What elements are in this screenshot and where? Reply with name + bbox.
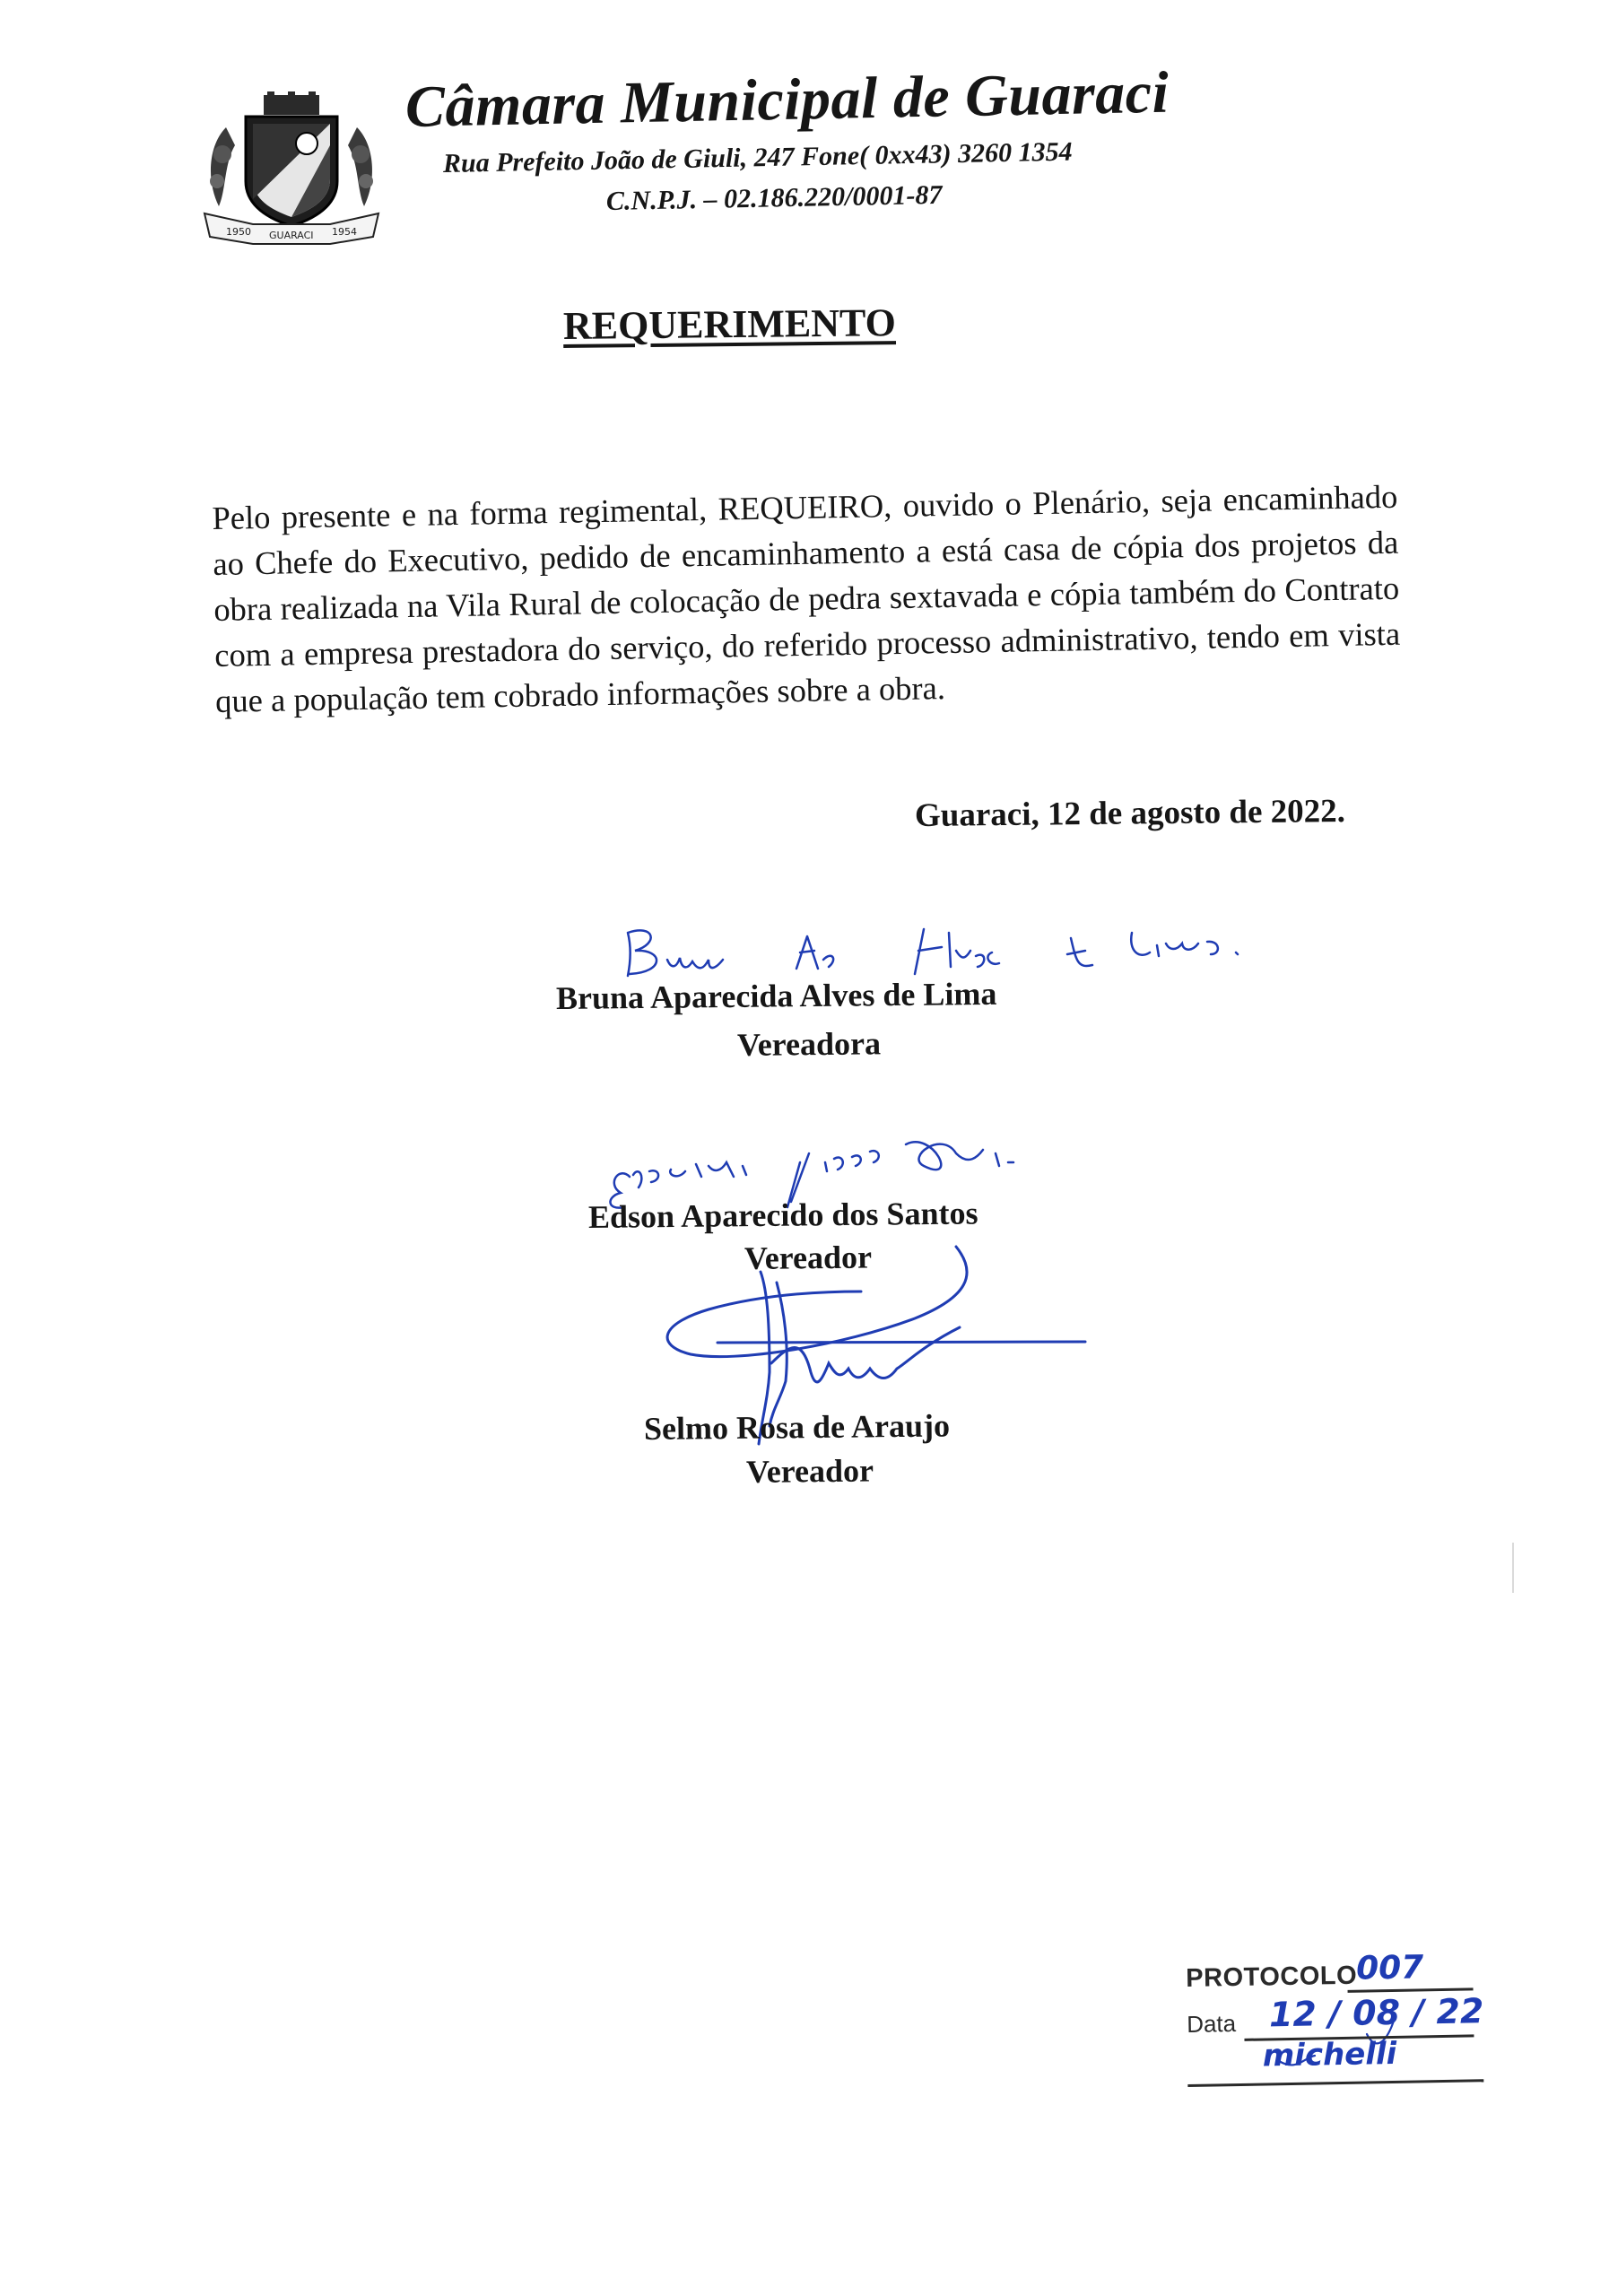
signer-2-role: Vereador <box>744 1239 873 1276</box>
institution-address: Rua Prefeito João de Giuli, 247 Fone( 0xx43) 3260 1354 <box>442 136 1073 178</box>
protocol-number: 007 <box>1355 1949 1424 1987</box>
banner-center-text: GUARACI <box>269 230 314 241</box>
protocol-stamp <box>1186 1949 1484 2074</box>
coat-of-arms-logo <box>199 91 384 248</box>
protocol-label: PROTOCOLO <box>1186 1961 1358 1993</box>
signer-3-name: Selmo Rosa de Araujo <box>643 1407 951 1447</box>
protocol-bottom-line <box>1187 2079 1483 2087</box>
request-body: Pelo presente e na forma regimental, REQUEIRO, ouvido o Plenário, seja encaminhado ao Chefe do Executivo, pedido de encaminhamento a está casa de cópia dos projetos da obra realizada na Vila Rural de colocação de pedra sextavada e cópia também do Contrato com a empresa prestadora do serviço, do referido processo administrativo, tendo em vista que a população tem cobrado informações sobre a obra. <box>212 477 1401 719</box>
signer-1-role: Vereadora <box>736 1025 882 1063</box>
protocol-date-label: Data <box>1186 2010 1237 2038</box>
date-line: Guaraci, 12 de agosto de 2022. <box>914 792 1346 834</box>
signer-3-role: Vereador <box>745 1452 874 1490</box>
institution-cnpj: C.N.P.J. – 02.186.220/0001-87 <box>605 179 943 216</box>
signature-bruna <box>628 929 1238 976</box>
signer-1-name: Bruna Aparecida Alves de Lima <box>555 975 997 1016</box>
scan-edge-mark <box>1512 1543 1514 1593</box>
signer-2-name: Edson Aparecido dos Santos <box>587 1195 978 1235</box>
institution-title: Câmara Municipal de Guaraci <box>404 59 1170 140</box>
document-title: REQUERIMENTO <box>562 300 897 348</box>
protocol-date-value: 12 / 08 / 22 <box>1268 1991 1484 2035</box>
banner-left-text: 1950 <box>226 226 251 238</box>
protocol-initials: michelli <box>1262 2035 1397 2074</box>
banner-right-text: 1954 <box>332 226 357 238</box>
coat-of-arms-icon <box>199 91 384 248</box>
